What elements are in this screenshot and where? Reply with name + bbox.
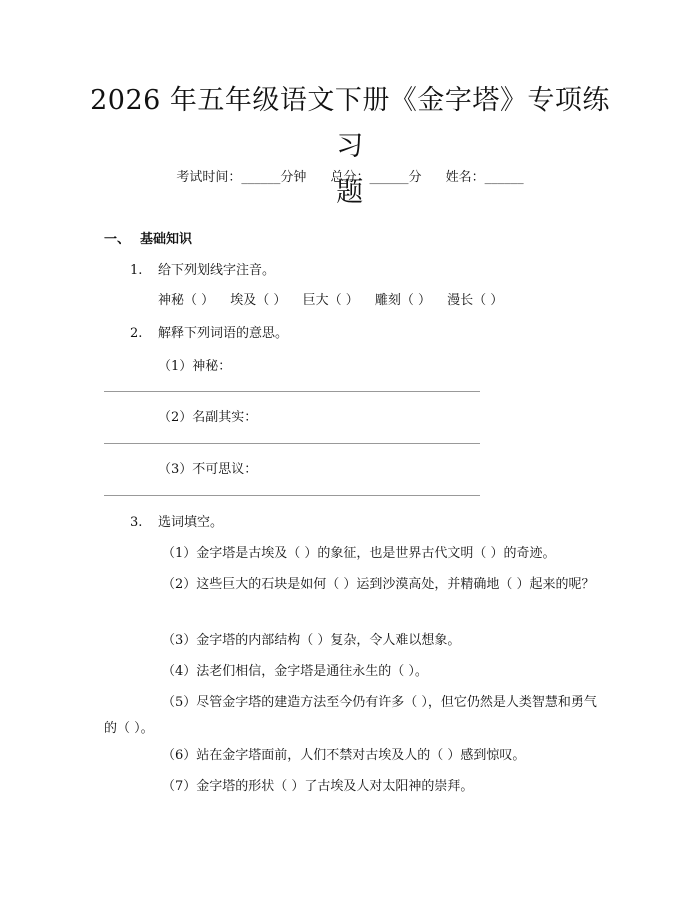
answer-line[interactable]	[104, 443, 480, 444]
question-3-number: 3.	[130, 515, 143, 530]
question-3-item: （6）站在金字塔面前，人们不禁对古埃及人的（ ）感到惊叹。	[162, 748, 526, 763]
section-heading	[104, 230, 192, 250]
question-3-item: （7）金字塔的形状（ ）了古埃及人对太阳神的崇拜。	[162, 779, 474, 794]
question-2-number: 2.	[130, 326, 143, 341]
question-1-words	[158, 291, 515, 311]
question-3-item: （2）这些巨大的石块是如何（ ）运到沙漠高处，并精确地（ ）起来的呢？	[162, 577, 595, 592]
word-item: 漫长（ ）	[447, 293, 504, 308]
question-3-item: （5）尽管金字塔的建造方法至今仍有许多（ ），但它仍然是人类智慧和勇气的（ ）。	[104, 695, 597, 736]
answer-line[interactable]	[104, 391, 480, 392]
title-line-2: 题	[336, 177, 364, 208]
answer-line[interactable]	[104, 495, 480, 496]
title-line-1: 2026 年五年级语文下册《金字塔》专项练习	[90, 85, 610, 162]
question-2-item: （2）名副其实：	[158, 410, 258, 425]
section-number: 一、	[104, 232, 131, 247]
student-name: 姓名：______	[445, 170, 524, 185]
page-title	[90, 78, 610, 216]
question-3-item: （4）法老们相信，金字塔是通往永生的（ ）。	[162, 664, 428, 679]
exam-score: 总分：______分	[330, 170, 422, 185]
word-item: 神秘（ ）	[158, 293, 215, 308]
question-2-item: （1）神秘：	[158, 359, 232, 374]
question-1-text: 给下列划线字注音。	[158, 263, 276, 278]
question-3-text: 选词填空。	[158, 515, 224, 530]
question-2-item: （3）不可思议：	[158, 462, 258, 477]
question-1-number: 1.	[130, 263, 143, 278]
word-item: 埃及（ ）	[230, 293, 287, 308]
question-3-item: （3）金字塔的内部结构（ ）复杂，令人难以想象。	[162, 633, 461, 648]
word-item: 雕刻（ ）	[374, 293, 431, 308]
exam-meta	[0, 168, 700, 188]
word-item: 巨大（ ）	[302, 293, 359, 308]
question-3-item: （1）金字塔是古埃及（ ）的象征，也是世界古代文明（ ）的奇迹。	[162, 546, 556, 561]
exam-time: 考试时间：______分钟	[176, 170, 307, 185]
question-2-text: 解释下列词语的意思。	[158, 326, 289, 341]
section-label: 基础知识	[140, 232, 193, 247]
